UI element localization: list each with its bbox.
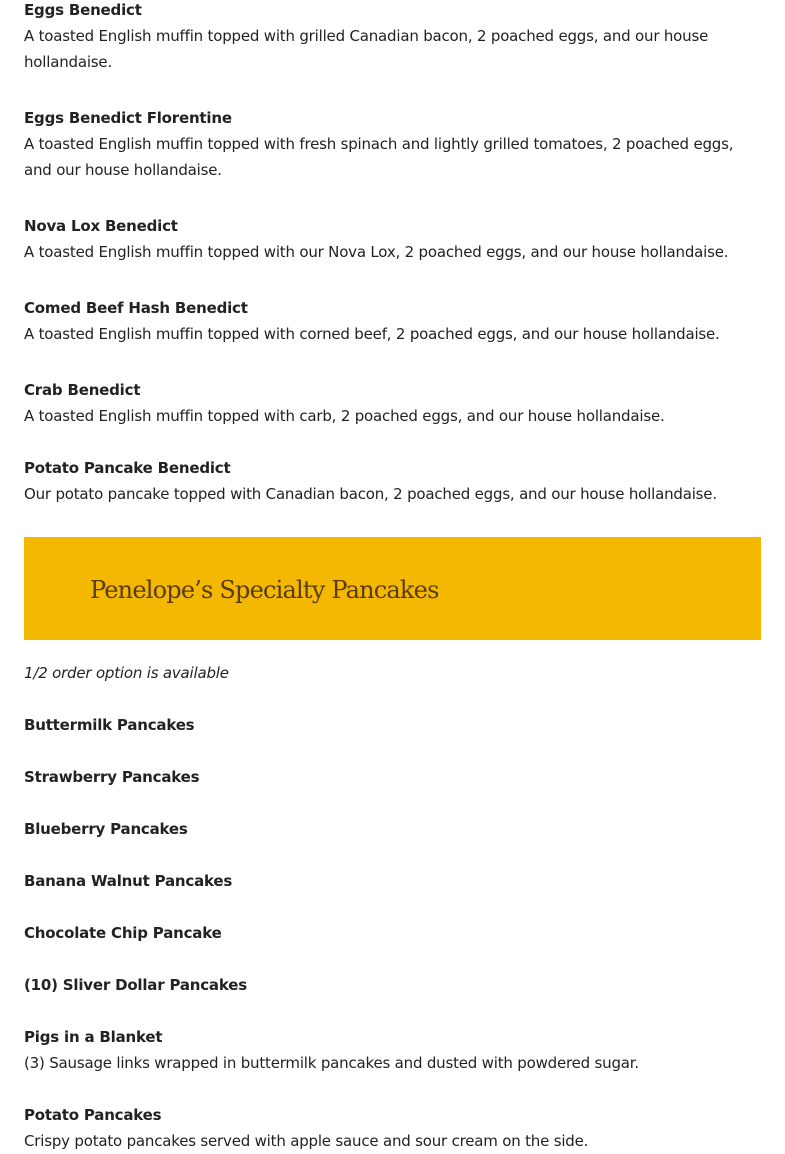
section-title: Penelope’s Specialty Pancakes	[90, 576, 439, 604]
menu-item-title: Strawberry Pancakes	[24, 768, 200, 786]
menu-item-description: A toasted English muffin topped with fresh spinach and lightly grilled tomatoes, 2 poached eggs, and our house hollandaise.	[24, 135, 734, 179]
menu-item-title: (10) Sliver Dollar Pancakes	[24, 976, 247, 994]
menu-item-description: Our potato pancake topped with Canadian bacon, 2 poached eggs, and our house hollandaise.	[24, 485, 717, 503]
menu-item-title: Crab Benedict	[24, 381, 141, 399]
menu-item-title: Blueberry Pancakes	[24, 820, 188, 838]
section-note: 1/2 order option is available	[24, 664, 229, 682]
menu-item-title: Banana Walnut Pancakes	[24, 872, 233, 890]
menu-item-description: A toasted English muffin topped with grilled Canadian bacon, 2 poached eggs, and our house hollandaise.	[24, 27, 709, 71]
menu-item-description: A toasted English muffin topped with corned beef, 2 poached eggs, and our house hollandaise.	[24, 325, 720, 343]
menu-item-title: Nova Lox Benedict	[24, 217, 178, 235]
menu-item-description: Crispy potato pancakes served with apple sauce and sour cream on the side.	[24, 1132, 589, 1150]
menu-item-title: Pigs in a Blanket	[24, 1028, 163, 1046]
menu-item-title: Buttermilk Pancakes	[24, 716, 195, 734]
menu-item-title: Eggs Benedict Florentine	[24, 109, 232, 127]
menu-item-description: (3) Sausage links wrapped in buttermilk pancakes and dusted with powdered sugar.	[24, 1054, 639, 1072]
menu-item-title: Chocolate Chip Pancake	[24, 924, 222, 942]
menu-item-description: A toasted English muffin topped with our Nova Lox, 2 poached eggs, and our house hollandaise.	[24, 243, 729, 261]
menu-item-title: Eggs Benedict	[24, 1, 142, 19]
menu-item-title: Comed Beef Hash Benedict	[24, 299, 248, 317]
menu-item-title: Potato Pancake Benedict	[24, 459, 231, 477]
section-banner	[24, 537, 761, 640]
menu-item-description: A toasted English muffin topped with carb, 2 poached eggs, and our house hollandaise.	[24, 407, 665, 425]
menu-item-title: Potato Pancakes	[24, 1106, 162, 1124]
